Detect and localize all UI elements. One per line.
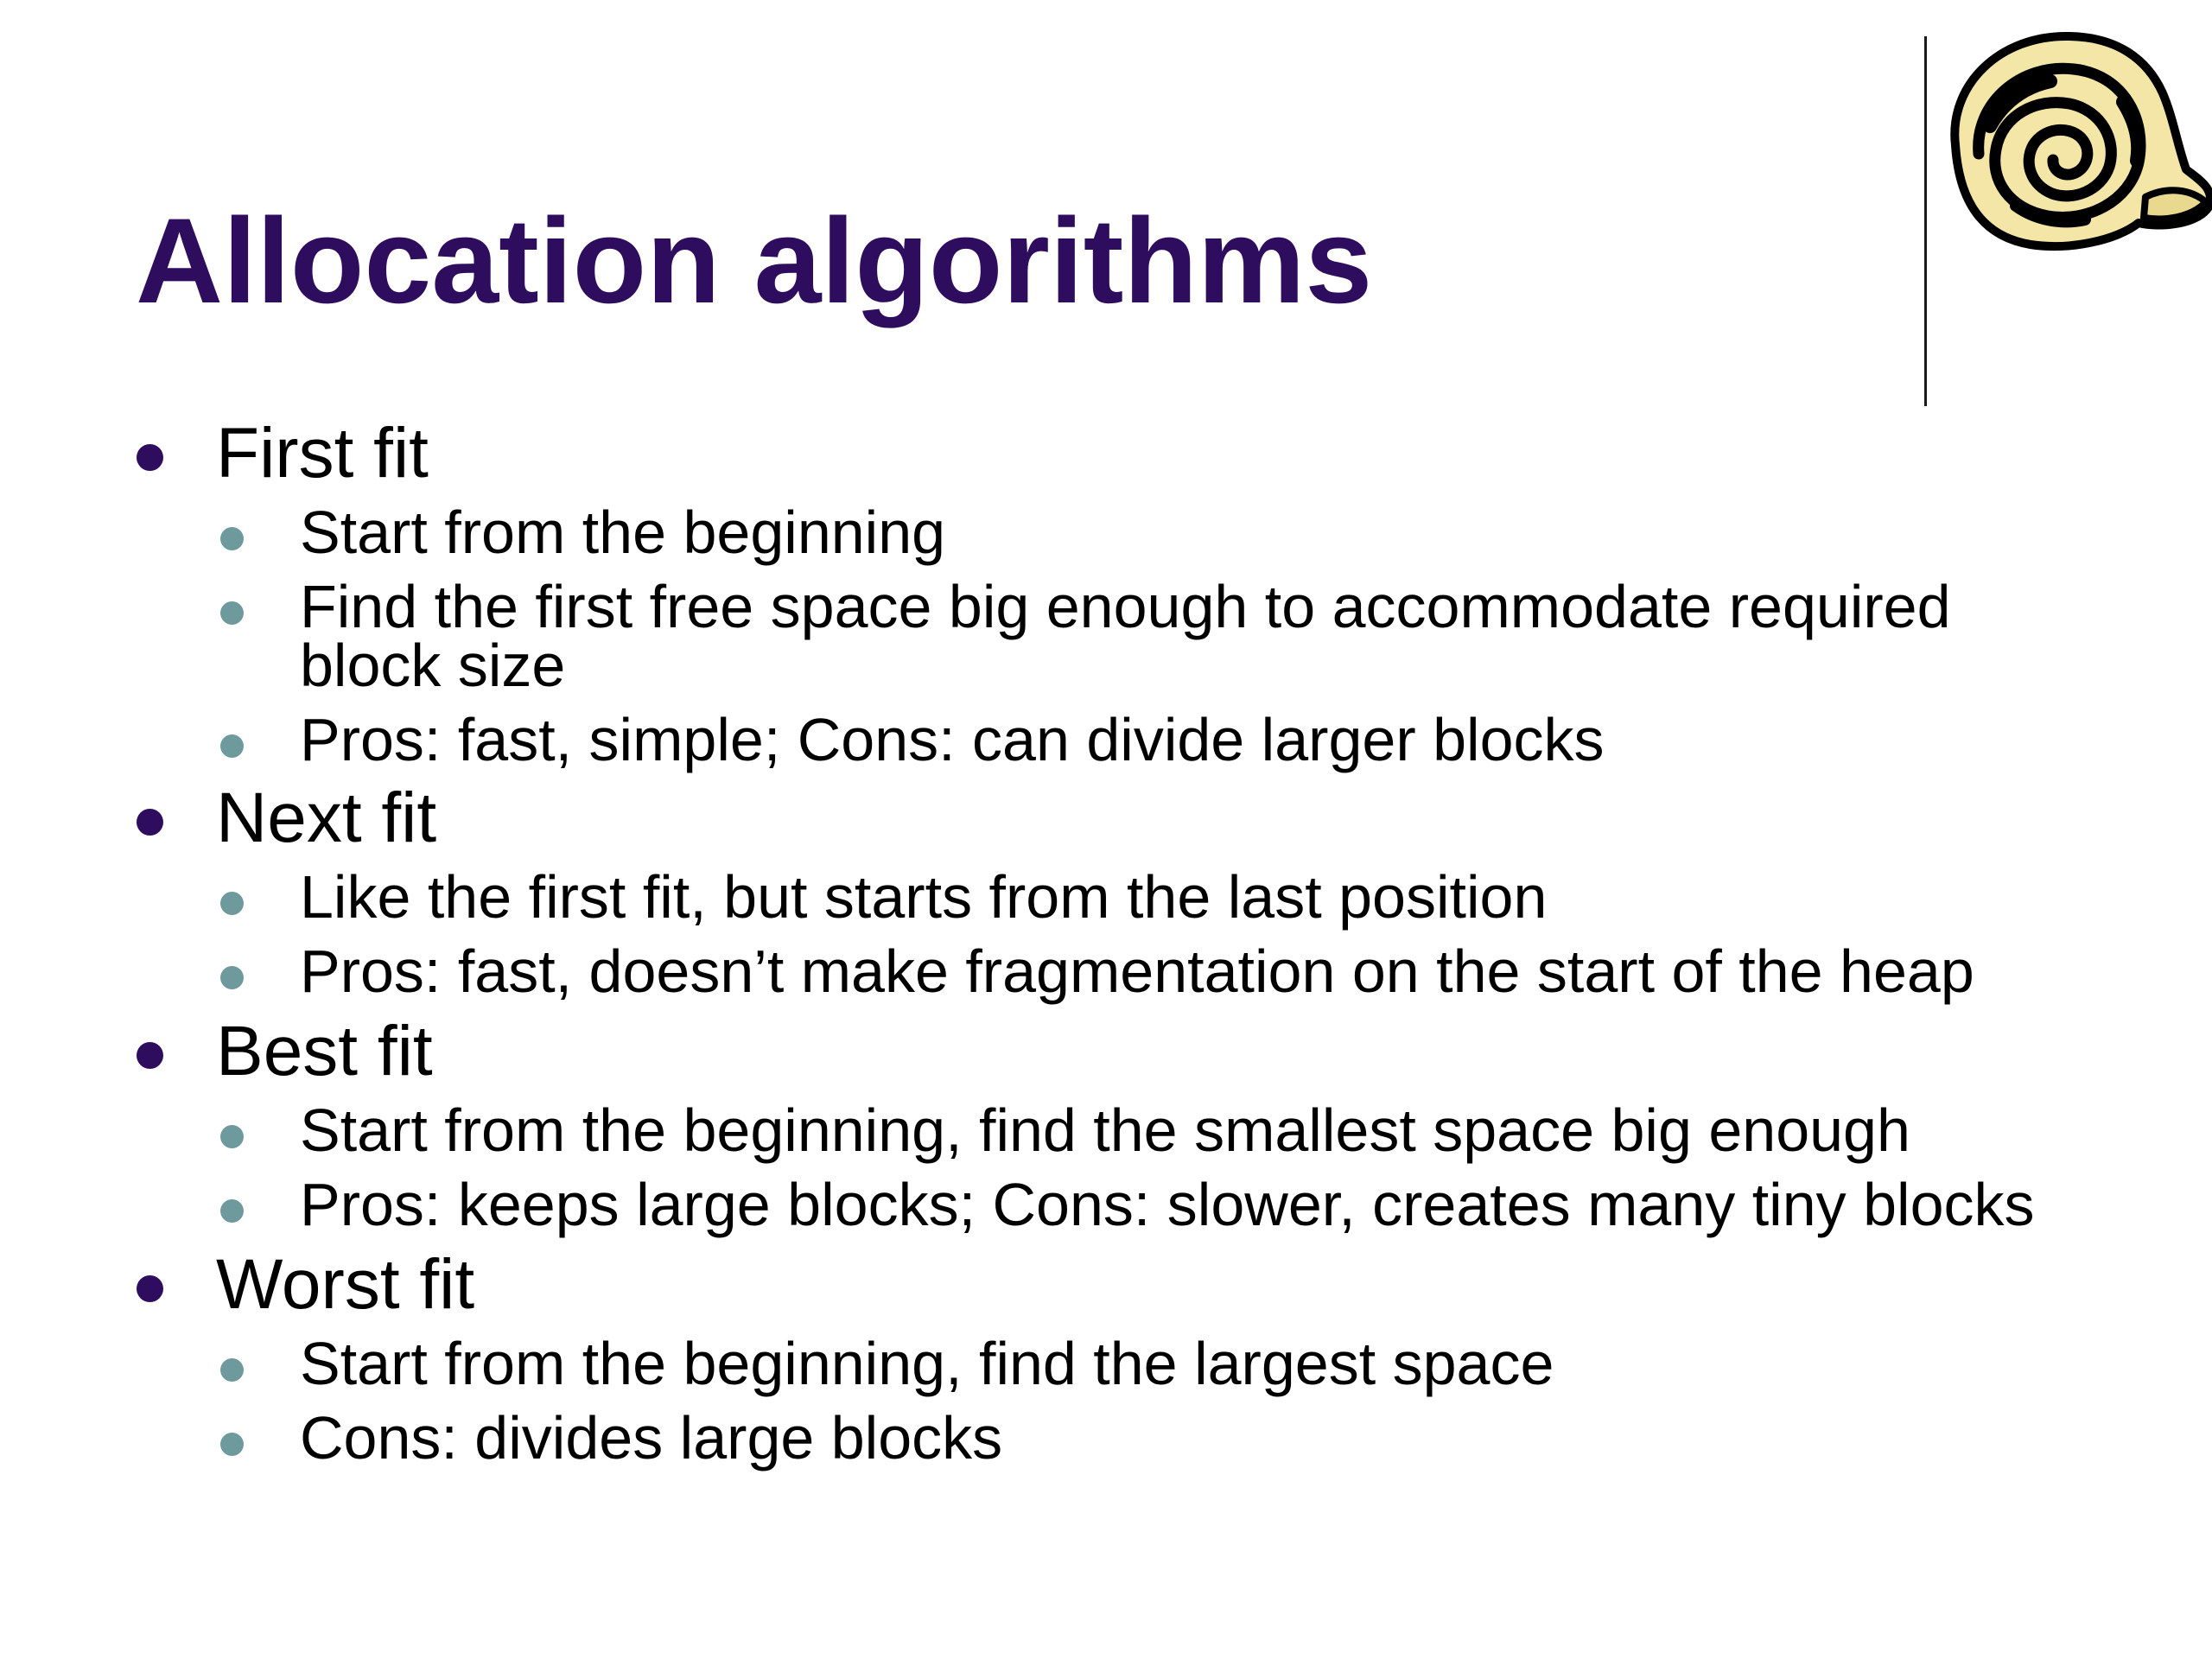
sub-bullet-dot-icon	[220, 1358, 244, 1382]
scroll-icon	[1940, 24, 2212, 257]
sub-bullet-dot-icon	[220, 1433, 244, 1456]
list-item	[300, 1171, 2035, 1238]
sub-bullet-dot-icon	[220, 1125, 244, 1148]
item-text: Find the first free space big enough to accommodate required	[300, 573, 1951, 640]
list-item	[216, 1013, 433, 1090]
list-item	[216, 415, 429, 493]
item-text: Start from the beginning, find the largest space	[300, 1330, 1554, 1397]
sub-bullet-dot-icon	[220, 1199, 244, 1223]
list-item	[300, 706, 1605, 773]
list-item	[300, 499, 946, 566]
list-item	[216, 779, 436, 857]
item-text: Cons: divides large blocks	[300, 1404, 1003, 1471]
list-item	[300, 1404, 1003, 1471]
sub-bullet-dot-icon	[220, 734, 244, 758]
item-text: block size	[300, 632, 566, 699]
list-item	[300, 1096, 1910, 1164]
item-label: Best fit	[216, 1012, 433, 1090]
sub-bullet-dot-icon	[220, 601, 244, 625]
item-text: Start from the beginning	[300, 499, 946, 566]
list-item	[216, 1246, 474, 1324]
list-item	[300, 1330, 1554, 1397]
bullet-dot-icon	[137, 809, 163, 836]
title-divider	[1924, 36, 1927, 406]
item-text: Pros: fast, simple; Cons: can divide larger blocks	[300, 706, 1605, 773]
list-item	[300, 863, 1548, 931]
item-text: Like the first fit, but starts from the last position	[300, 863, 1548, 931]
item-text: Pros: fast, doesn’t make fragmentation on the start of the heap	[300, 938, 1974, 1005]
bullet-dot-icon	[137, 1042, 163, 1069]
bullet-dot-icon	[137, 1275, 163, 1302]
sub-bullet-dot-icon	[220, 527, 244, 550]
item-text: Start from the beginning, find the smallest space big enough	[300, 1096, 1910, 1164]
slide-title: Allocation algorithms	[136, 193, 1373, 328]
list-item-continuation	[300, 632, 566, 699]
bullet-dot-icon	[137, 444, 163, 471]
item-label: First fit	[216, 414, 429, 493]
sub-bullet-dot-icon	[220, 892, 244, 915]
list-item	[300, 573, 1951, 640]
item-label: Worst fit	[216, 1245, 475, 1324]
item-label: Next fit	[216, 779, 437, 857]
list-item	[300, 938, 1974, 1005]
sub-bullet-dot-icon	[220, 966, 244, 989]
item-text: Pros: keeps large blocks; Cons: slower, creates many tiny blocks	[300, 1171, 2035, 1238]
